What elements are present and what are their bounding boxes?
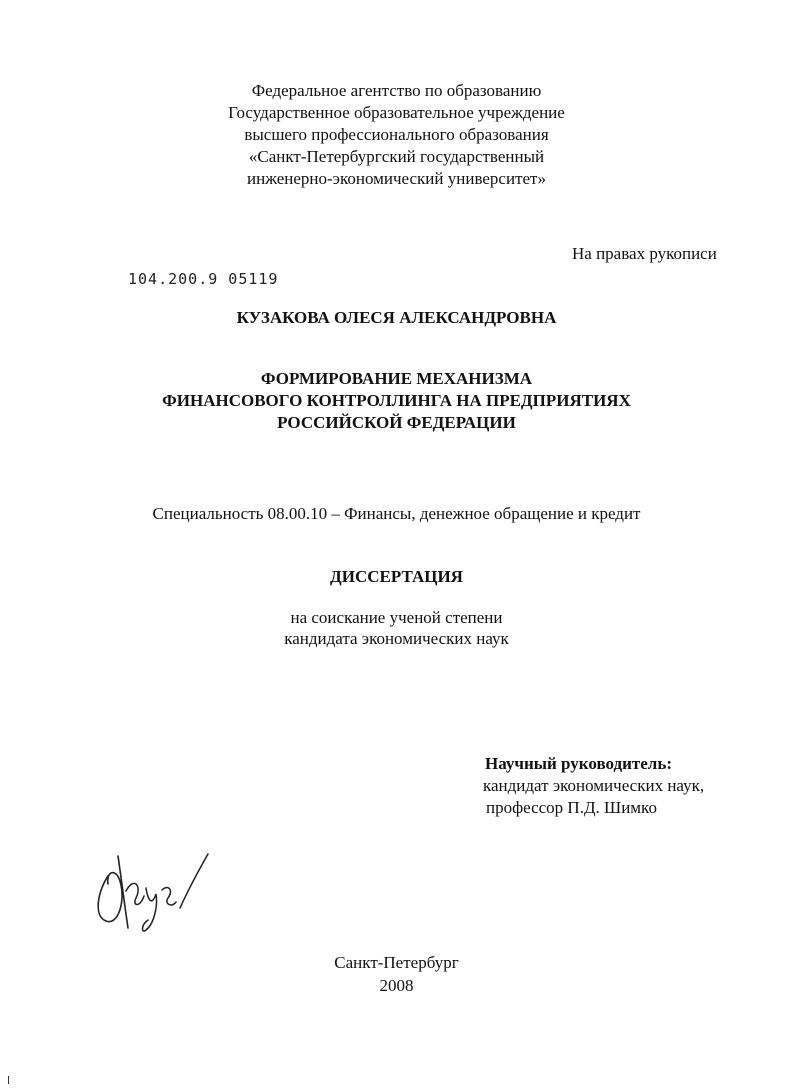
footer-year: 2008 <box>379 976 414 995</box>
author-name: КУЗАКОВА ОЛЕСЯ АЛЕКСАНДРОВНА <box>236 308 557 327</box>
catalog-number: 104.200.9 05119 <box>128 270 279 288</box>
signature-image <box>88 846 218 936</box>
title-line-2: ФИНАНСОВОГО КОНТРОЛЛИНГА НА ПРЕДПРИЯТИЯХ <box>162 391 631 410</box>
scan-mark <box>8 1076 9 1084</box>
title-line-3: РОССИЙСКОЙ ФЕДЕРАЦИИ <box>277 413 516 432</box>
title-line-1: ФОРМИРОВАНИЕ МЕХАНИЗМА <box>260 369 533 388</box>
footer-city: Санкт-Петербург <box>334 953 459 972</box>
specialty: Специальность 08.00.10 – Финансы, денежное обращение и кредит <box>152 504 641 523</box>
supervisor-line-1: кандидат экономических наук, <box>483 776 705 795</box>
degree-line-2: кандидата экономических наук <box>284 629 509 648</box>
degree-line-1: на соискание ученой степени <box>290 608 503 627</box>
header-line-3: высшего профессионального образования <box>244 125 549 144</box>
header-line-2: Государственное образовательное учреждение <box>228 103 565 122</box>
supervisor-line-2: профессор П.Д. Шимко <box>486 798 657 817</box>
manuscript-note: На правах рукописи <box>572 244 717 263</box>
supervisor-label: Научный руководитель: <box>485 754 672 773</box>
header-line-4: «Санкт-Петербургский государственный <box>248 147 545 166</box>
document-type: ДИССЕРТАЦИЯ <box>330 567 463 586</box>
header-line-1: Федеральное агентство по образованию <box>251 81 542 100</box>
header-line-5: инженерно-экономический университет» <box>247 169 546 188</box>
